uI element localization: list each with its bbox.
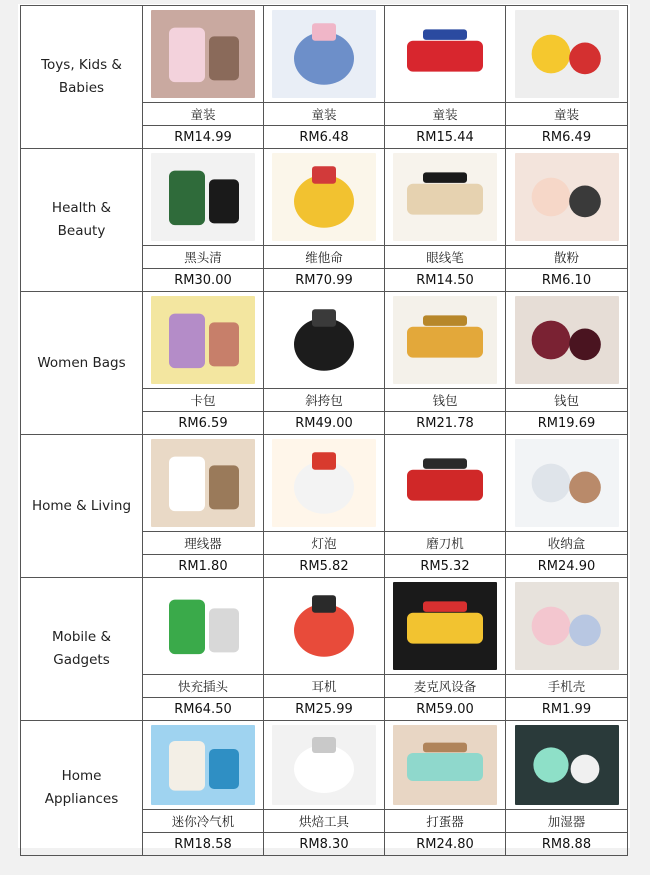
category-label-line: Appliances bbox=[44, 791, 119, 807]
knife-sharpener-photo bbox=[393, 439, 497, 527]
spiderman-pajamas-photo bbox=[393, 10, 497, 98]
product-image-cell[interactable] bbox=[264, 292, 385, 389]
black-handbag-photo bbox=[272, 296, 376, 384]
product-price: RM30.00 bbox=[143, 269, 264, 292]
product-name: 散粉 bbox=[506, 246, 628, 269]
product-name: 耳机 bbox=[264, 675, 385, 698]
loose-powder-photo bbox=[515, 153, 619, 241]
product-price: RM6.59 bbox=[143, 412, 264, 435]
wine-wallet-photo bbox=[515, 296, 619, 384]
category-label-line: Home bbox=[61, 768, 102, 784]
product-image-cell[interactable] bbox=[264, 578, 385, 675]
product-price: RM5.82 bbox=[264, 555, 385, 578]
baby-rompers-photo bbox=[515, 10, 619, 98]
microphone-kit-photo bbox=[393, 582, 497, 670]
product-name: 维他命 bbox=[264, 246, 385, 269]
product-name: 烘焙工具 bbox=[264, 810, 385, 833]
product-price: RM6.10 bbox=[506, 269, 628, 292]
cosmetic-organizer-photo bbox=[515, 439, 619, 527]
product-price: RM70.99 bbox=[264, 269, 385, 292]
baby-clothes-photo bbox=[151, 10, 255, 98]
serum-bottle-photo bbox=[151, 153, 255, 241]
category-label bbox=[21, 149, 143, 292]
product-image-cell[interactable] bbox=[506, 6, 628, 103]
yellow-wallet-photo bbox=[393, 296, 497, 384]
category-label-line: Mobile & bbox=[51, 629, 112, 645]
product-name: 童装 bbox=[506, 103, 628, 126]
earphones-photo bbox=[272, 582, 376, 670]
product-name: 童装 bbox=[264, 103, 385, 126]
product-image-cell[interactable] bbox=[264, 435, 385, 532]
product-price: RM49.00 bbox=[264, 412, 385, 435]
category-label-line: Gadgets bbox=[53, 652, 110, 668]
product-name: 迷你冷气机 bbox=[143, 810, 264, 833]
product-image-cell[interactable] bbox=[264, 721, 385, 810]
category-image-row bbox=[21, 6, 628, 103]
product-name: 快充插头 bbox=[143, 675, 264, 698]
category-label bbox=[21, 721, 143, 856]
category-image-row bbox=[21, 149, 628, 246]
product-image-cell[interactable] bbox=[385, 578, 506, 675]
category-label bbox=[21, 6, 143, 149]
product-name: 理线器 bbox=[143, 532, 264, 555]
product-price: RM19.69 bbox=[506, 412, 628, 435]
product-name: 钱包 bbox=[506, 389, 628, 412]
category-label-line: Health & bbox=[51, 200, 112, 216]
charger-plug-photo bbox=[151, 582, 255, 670]
product-name: 钱包 bbox=[385, 389, 506, 412]
category-label bbox=[21, 578, 143, 721]
category-label bbox=[21, 292, 143, 435]
product-name: 眼线笔 bbox=[385, 246, 506, 269]
product-price: RM59.00 bbox=[385, 698, 506, 721]
product-price: RM6.49 bbox=[506, 126, 628, 149]
product-image-cell[interactable] bbox=[143, 149, 264, 246]
category-image-row bbox=[21, 721, 628, 810]
product-price: RM8.88 bbox=[506, 833, 628, 856]
product-image-cell[interactable] bbox=[143, 6, 264, 103]
product-price: RM15.44 bbox=[385, 126, 506, 149]
product-price: RM64.50 bbox=[143, 698, 264, 721]
product-image-cell[interactable] bbox=[506, 721, 628, 810]
baking-tool-photo bbox=[272, 725, 376, 805]
product-name: 黑头清 bbox=[143, 246, 264, 269]
product-price: RM14.50 bbox=[385, 269, 506, 292]
product-name: 手机壳 bbox=[506, 675, 628, 698]
kids-tshirts-photo bbox=[272, 10, 376, 98]
cable-organizer-photo bbox=[151, 439, 255, 527]
product-image-cell[interactable] bbox=[143, 578, 264, 675]
product-name: 麦克风设备 bbox=[385, 675, 506, 698]
product-image-cell[interactable] bbox=[264, 149, 385, 246]
product-name: 童装 bbox=[143, 103, 264, 126]
product-price: RM5.32 bbox=[385, 555, 506, 578]
product-name: 收纳盒 bbox=[506, 532, 628, 555]
product-price: RM8.30 bbox=[264, 833, 385, 856]
category-label-line: Toys, Kids & bbox=[41, 57, 122, 73]
product-image-cell[interactable] bbox=[506, 292, 628, 389]
product-image-cell[interactable] bbox=[385, 721, 506, 810]
vitamin-c-box-photo bbox=[272, 153, 376, 241]
category-image-row bbox=[21, 435, 628, 532]
product-price: RM1.99 bbox=[506, 698, 628, 721]
category-label-line: Beauty bbox=[57, 223, 106, 239]
product-image-cell[interactable] bbox=[385, 292, 506, 389]
product-image-cell[interactable] bbox=[385, 149, 506, 246]
product-price: RM6.48 bbox=[264, 126, 385, 149]
product-name: 灯泡 bbox=[264, 532, 385, 555]
product-price: RM18.58 bbox=[143, 833, 264, 856]
phone-case-photo bbox=[515, 582, 619, 670]
category-label-line: Babies bbox=[58, 80, 105, 96]
product-catalog-table bbox=[20, 5, 628, 856]
product-price: RM24.80 bbox=[385, 833, 506, 856]
egg-beater-photo bbox=[393, 725, 497, 805]
category-label-line: Home & Living bbox=[31, 497, 132, 514]
product-image-cell[interactable] bbox=[264, 6, 385, 103]
eyeliner-pen-photo bbox=[393, 153, 497, 241]
product-name: 打蛋器 bbox=[385, 810, 506, 833]
product-price: RM25.99 bbox=[264, 698, 385, 721]
product-name: 卡包 bbox=[143, 389, 264, 412]
product-name: 加湿器 bbox=[506, 810, 628, 833]
product-image-cell[interactable] bbox=[143, 721, 264, 810]
led-lights-photo bbox=[272, 439, 376, 527]
product-image-cell[interactable] bbox=[506, 149, 628, 246]
category-image-row bbox=[21, 578, 628, 675]
product-image-cell[interactable] bbox=[385, 6, 506, 103]
product-price: RM1.80 bbox=[143, 555, 264, 578]
product-image-cell[interactable] bbox=[143, 435, 264, 532]
category-label bbox=[21, 435, 143, 578]
product-image-cell[interactable] bbox=[385, 435, 506, 532]
category-label-line: Women Bags bbox=[37, 354, 126, 371]
product-price: RM14.99 bbox=[143, 126, 264, 149]
mini-cooler-photo bbox=[151, 725, 255, 805]
product-name: 童装 bbox=[385, 103, 506, 126]
humidifier-photo bbox=[515, 725, 619, 805]
category-image-row bbox=[21, 292, 628, 389]
product-price: RM21.78 bbox=[385, 412, 506, 435]
product-image-cell[interactable] bbox=[143, 292, 264, 389]
card-holder-photo bbox=[151, 296, 255, 384]
product-image-cell[interactable] bbox=[506, 578, 628, 675]
product-price: RM24.90 bbox=[506, 555, 628, 578]
product-image-cell[interactable] bbox=[506, 435, 628, 532]
product-name: 磨刀机 bbox=[385, 532, 506, 555]
product-name: 斜挎包 bbox=[264, 389, 385, 412]
